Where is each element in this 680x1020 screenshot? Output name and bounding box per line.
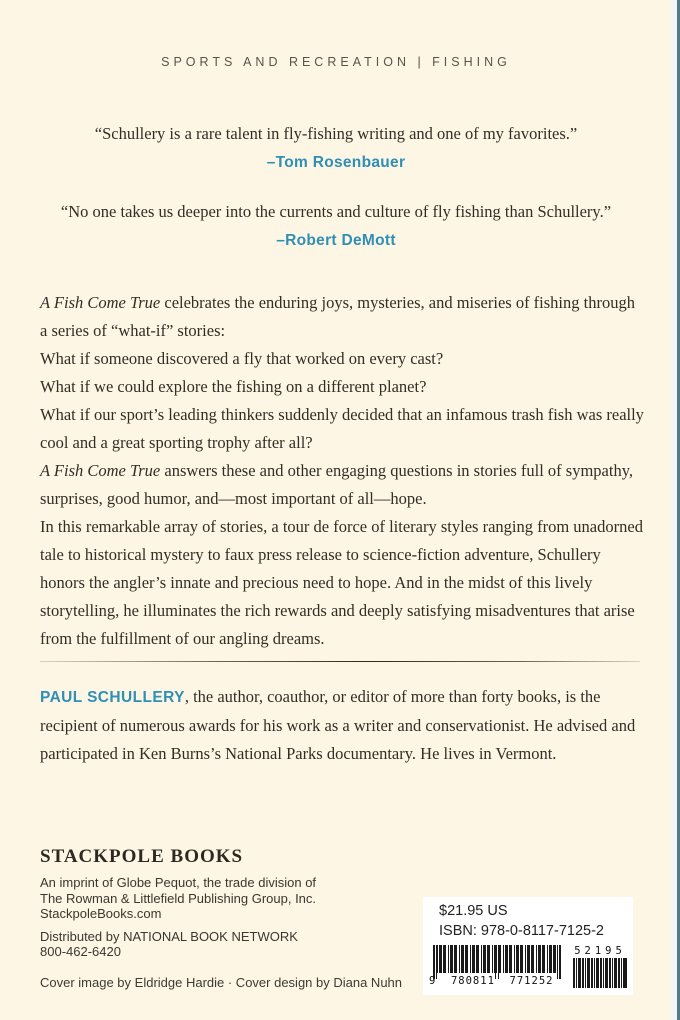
supplement-digits: 52195 (574, 945, 626, 957)
section-divider (40, 661, 640, 662)
cover-credits: Cover image by Eldridge Hardie · Cover design by Diana Nuhn (40, 975, 403, 990)
ean-digits: 9 780811 771252 (429, 975, 554, 987)
synopsis-paragraph-closing: In this remarkable array of stories, a tour de force of literary styles ranging from unadorned tale to historical mystery to faux press release to science-fiction adventure, Schullery honors the angler’s innate and precious need to hope. And in the midst of this lively storytelling, he illuminates the rich rewards and deeply satisfying misadventures that arise from the fulfillment of our angling dreams. (40, 517, 643, 648)
quote-attribution: –Robert DeMott (276, 232, 396, 249)
quote-attribution: –Tom Rosenbauer (266, 154, 406, 171)
publisher-block (40, 846, 316, 960)
quote-text: “No one takes us deeper into the currents and culture of fly fishing than Schullery.” (60, 202, 612, 221)
distribution-info (40, 929, 316, 960)
synopsis-what-if-3: What if our sport’s leading thinkers suddenly decided that an infamous trash fish was really cool and a great sporting trophy after all? (40, 405, 644, 452)
ean-supplement (571, 945, 629, 993)
barcode-panel (423, 897, 633, 995)
book-title: A Fish Come True (40, 461, 161, 480)
distribution-line: Distributed by NATIONAL BOOK NETWORK (40, 928, 298, 944)
synopsis (40, 289, 644, 653)
supplement-bars (573, 958, 627, 988)
imprint-info (40, 875, 316, 922)
imprint-line-2: The Rowman & Littlefield Publishing Group, Inc. (40, 890, 317, 906)
synopsis-paragraph-answers (40, 457, 644, 513)
synopsis-paragraph-intro (40, 289, 644, 345)
publisher-phone: 800-462-6420 (40, 944, 121, 959)
barcode-bars (433, 945, 561, 979)
publisher-name: STACKPOLE BOOKS (40, 846, 244, 867)
category-header: SPORTS AND RECREATION | FISHING (161, 55, 511, 69)
author-bio (40, 683, 644, 768)
synopsis-what-if-1: What if someone discovered a fly that worked on every cast? (40, 349, 444, 368)
author-name: PAUL SCHULLERY (40, 689, 185, 706)
synopsis-text: answers these and other engaging questions in stories full of sympathy, surprises, good humor, and—most important of all—hope. (40, 461, 634, 508)
imprint-line-1: An imprint of Globe Pequot, the trade division of (40, 875, 317, 890)
review-quote-2 (0, 202, 672, 250)
isbn-label: ISBN: 978-0-8117-7125-2 (439, 923, 604, 939)
quote-text: “Schullery is a rare talent in fly-fishing writing and one of my favorites.” (94, 124, 578, 143)
price-label: $21.95 US (439, 903, 508, 919)
author-bio-text: , the author, coauthor, or editor of more than forty books, is the recipient of numerous awards for his work as a writer and conservationist. He advised and participated in Ken Burns’s National Parks documentary. He lives in Vermont. (40, 687, 636, 763)
publisher-website: StackpoleBooks.com (40, 906, 162, 921)
synopsis-text: celebrates the enduring joys, mysteries, and miseries of fishing through a series of “what-if” stories: (40, 293, 635, 340)
book-title: A Fish Come True (40, 293, 161, 312)
synopsis-what-if-2: What if we could explore the fishing on a different planet? (40, 377, 427, 396)
review-quote-1 (0, 124, 672, 172)
